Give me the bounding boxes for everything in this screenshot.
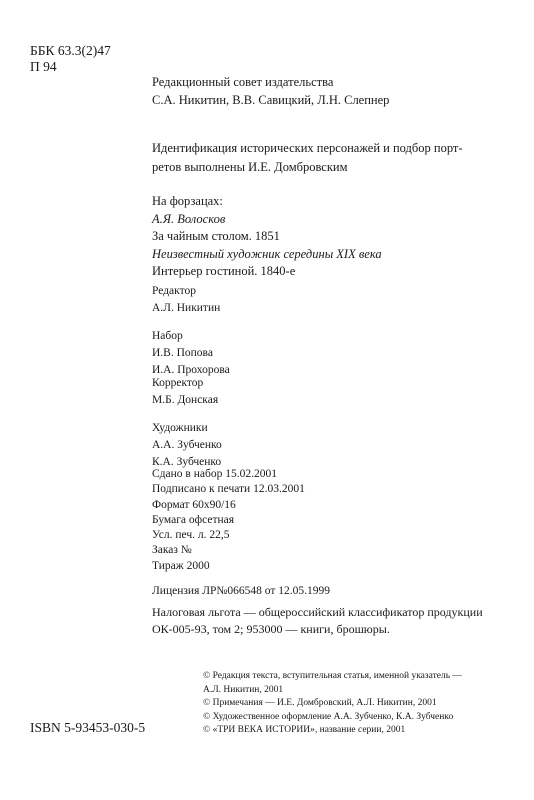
tax-benefit-line: ОК-005-93, том 2; 953000 — книги, брошюры.: [152, 622, 390, 636]
credit-name: И.В. Попова: [152, 347, 213, 359]
credit-name: А.А. Зубченко: [152, 439, 222, 451]
council-members: С.А. Никитин, В.В. Савицкий, Л.Н. Слепнер: [152, 92, 390, 107]
print-detail-line: Усл. печ. л. 22,5: [152, 529, 230, 542]
endpaper-title: Интерьер гостиной. 1840-е: [152, 264, 296, 278]
endpaper-title: За чайным столом. 1851: [152, 229, 280, 243]
endpapers-heading: На форзацах:: [152, 194, 223, 208]
credit-name: К.А. Зубченко: [152, 456, 222, 468]
print-detail-line: Подписано к печати 12.03.2001: [152, 483, 305, 496]
editor-credit: [152, 283, 220, 317]
identification-note: [152, 139, 463, 177]
copyright-line: © Примечания — И.Е. Домбровский, А.Л. Никитин, 2001: [203, 698, 437, 709]
copyright-line: © «ТРИ ВЕКА ИСТОРИИ», название серии, 2001: [203, 725, 406, 736]
typesetting-credit: [152, 328, 230, 379]
credit-role: Художники: [152, 422, 208, 434]
author-sign: П 94: [30, 59, 57, 74]
copyright-line: А.Л. Никитин, 2001: [203, 684, 284, 695]
print-detail-line: Заказ №: [152, 544, 192, 557]
credit-role: Редактор: [152, 285, 196, 297]
print-details: [152, 467, 305, 574]
copyright-line: © Редакция текста, вступительная статья, именной указатель —: [203, 671, 462, 681]
print-detail-line: Бумага офсетная: [152, 513, 235, 526]
isbn: ISBN 5-93453-030-5: [30, 720, 146, 735]
council-heading: Редакционный совет издательства: [152, 75, 334, 89]
credit-name: А.Л. Никитин: [152, 302, 221, 314]
credit-name: И.А. Прохорова: [152, 364, 230, 376]
credit-name: М.Б. Донская: [152, 394, 219, 406]
bbk-classification: [30, 43, 111, 75]
artists-credit: [152, 420, 222, 471]
endpaper-artist: Неизвестный художник середины XIX века: [152, 246, 382, 261]
credit-role: Корректор: [152, 377, 204, 389]
corrector-credit: [152, 375, 218, 409]
identification-line: Идентификация исторических персонажей и подбор порт-: [152, 141, 463, 155]
endpapers-section: [152, 193, 382, 281]
print-detail-line: Формат 60x90/16: [152, 498, 236, 511]
bbk-code: ББК 63.3(2)47: [30, 43, 111, 58]
tax-benefit-line: Налоговая льгота — общероссийский классификатор продукции: [152, 605, 483, 619]
print-detail-line: Сдано в набор 15.02.2001: [152, 468, 277, 480]
credit-role: Набор: [152, 330, 183, 342]
editorial-council: [152, 74, 389, 109]
identification-line: ретов выполнены И.Е. Домбровским: [152, 160, 348, 174]
endpaper-artist: А.Я. Волосков: [152, 211, 226, 226]
copyright-line: © Художественное оформление А.А. Зубченко, К.А. Зубченко: [203, 711, 454, 722]
print-detail-line: Тираж 2000: [152, 559, 210, 572]
copyright-block: [203, 670, 462, 738]
tax-benefit: [152, 604, 483, 638]
license-line: Лицензия ЛР№066548 от 12.05.1999: [152, 585, 331, 597]
